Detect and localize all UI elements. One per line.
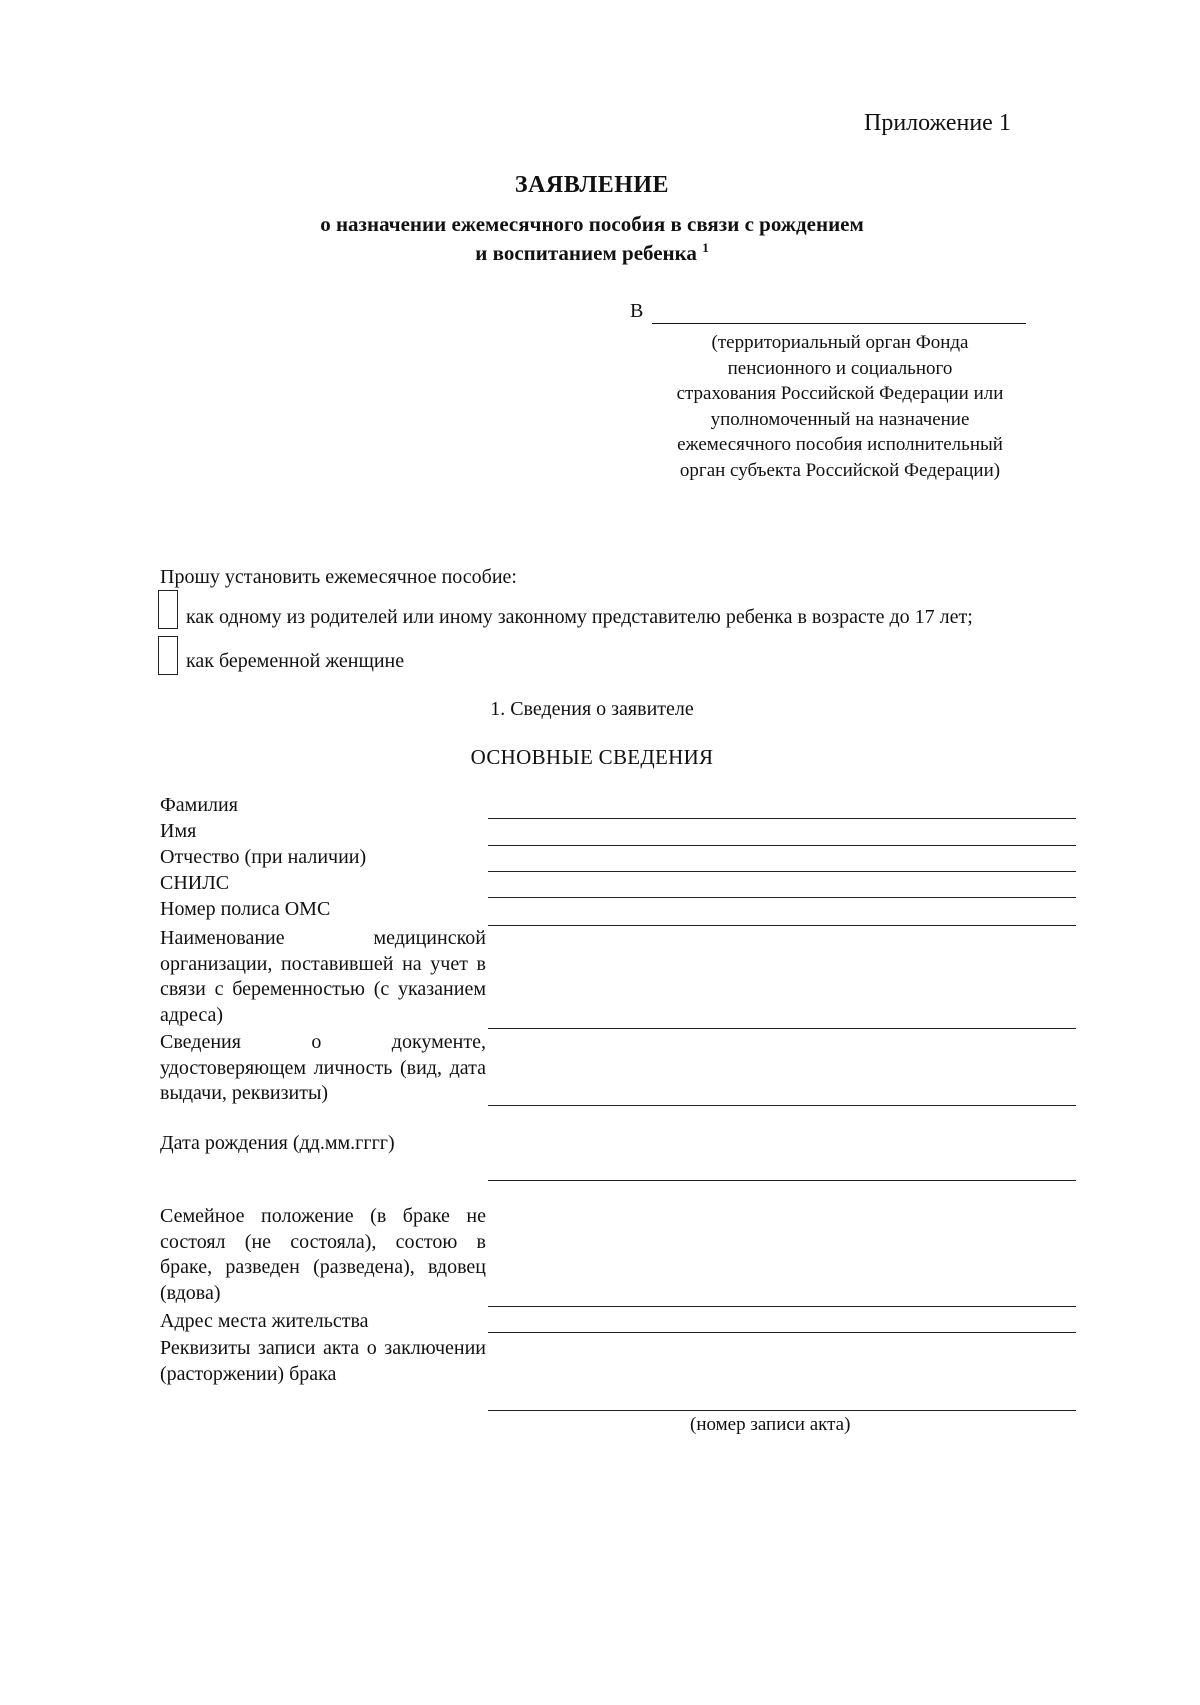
section-title: 1. Сведения о заявителе [490, 698, 694, 720]
field-label-address: Адрес места жительства [160, 1310, 369, 1332]
snils-field[interactable] [488, 897, 1076, 898]
field-label-marriage-record: Реквизиты записи акта о заключении (расторжении) брака [160, 1337, 486, 1385]
request-text: Прошу установить ежемесячное пособие: [160, 566, 517, 588]
subtitle-line2-text: и воспитанием ребенка [475, 241, 697, 265]
address-field[interactable] [488, 1332, 1076, 1333]
medical-org-field[interactable] [488, 1028, 1076, 1029]
main-heading: ОСНОВНЫЕ СВЕДЕНИЯ [470, 745, 714, 769]
footnote-marker: 1 [702, 240, 709, 255]
addressee-note: (территориальный орган Фонда пенсионного и социального страхования Российской Федерации или уполномоченный на назначение ежемесячного пособия исполнительный орган субъекта Российской Федерации) [676, 332, 1004, 481]
document-title: ЗАЯВЛЕНИЕ [514, 172, 670, 198]
field-label-snils: СНИЛС [160, 872, 230, 894]
name-field[interactable] [488, 845, 1076, 846]
field-label-birthdate: Дата рождения (дд.мм.гггг) [160, 1132, 395, 1154]
marital-status-field[interactable] [488, 1306, 1076, 1307]
option-parent-checkbox[interactable] [158, 590, 178, 629]
oms-field[interactable] [488, 925, 1076, 926]
id-document-field[interactable] [488, 1105, 1076, 1106]
surname-field[interactable] [488, 818, 1076, 819]
field-label-surname: Фамилия [160, 794, 238, 816]
option-pregnant-checkbox[interactable] [158, 636, 178, 675]
field-label-name: Имя [160, 820, 197, 842]
marriage-record-caption: (номер записи акта) [690, 1414, 851, 1435]
birthdate-field[interactable] [488, 1180, 1076, 1181]
option-parent-label: как одному из родителей или иному законному представителю ребенка в возрасте до 17 лет; [186, 606, 973, 628]
addressee-prefix: В [630, 300, 644, 322]
field-label-medical-org: Наименование медицинской организации, поставившей на учет в связи с беременностью (с указанием адреса) [160, 927, 486, 1026]
option-pregnant-label: как беременной женщине [186, 650, 405, 672]
field-label-id-document: Сведения о документе, удостоверяющем личность (вид, дата выдачи, реквизиты) [160, 1031, 486, 1104]
appendix-label: Приложение 1 [864, 110, 1011, 136]
marriage-record-field[interactable] [488, 1410, 1076, 1411]
field-label-marital-status: Семейное положение (в браке не состоял (не состояла), состою в браке, разведен (разведена), вдовец (вдова) [160, 1205, 486, 1304]
field-label-patronymic: Отчество (при наличии) [160, 846, 367, 868]
document-subtitle-line1: о назначении ежемесячного пособия в связи с рождением [320, 212, 864, 236]
field-label-oms: Номер полиса ОМС [160, 898, 331, 920]
addressee-field[interactable] [652, 323, 1026, 324]
document-subtitle-line2 [0, 240, 1184, 266]
patronymic-field[interactable] [488, 871, 1076, 872]
